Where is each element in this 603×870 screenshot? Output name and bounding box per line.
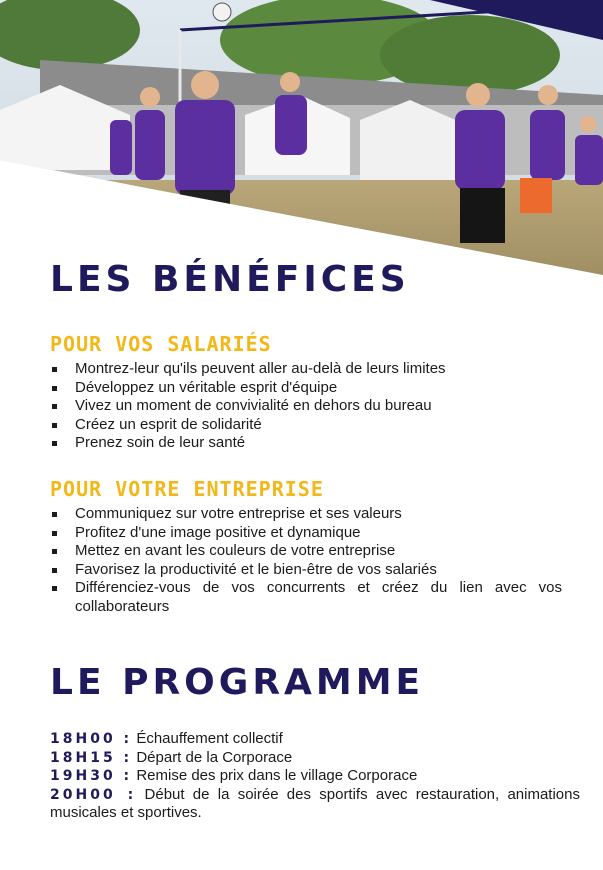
list-item: Vivez un moment de convivialité en dehors du bureau [50, 397, 562, 416]
schedule-row [50, 730, 580, 749]
schedule-time: 20H00 : [50, 786, 137, 803]
hero-photo [0, 0, 603, 275]
list-item: Mettez en avant les couleurs de votre entreprise [50, 542, 562, 561]
volleyball-photo [0, 0, 603, 275]
schedule-row [50, 786, 580, 823]
schedule-text: Début de la soirée des sportifs avec restauration, animations musicales et sportives. [50, 785, 580, 822]
schedule-text: Remise des prix dans le village Corporace [136, 767, 418, 785]
employee-benefits-list [50, 360, 562, 453]
list-item: Favorisez la productivité et le bien-être de vos salariés [50, 561, 562, 580]
company-benefits-list [50, 505, 562, 617]
list-item: Montrez-leur qu'ils peuvent aller au-delà de leurs limites [50, 360, 562, 379]
schedule-text: Départ de la Corporace [136, 748, 293, 766]
list-item: Différenciez-vous de vos concurrents et créez du lien avec vos collaborateurs [50, 579, 562, 616]
schedule-row [50, 749, 580, 768]
schedule-time: 18H00 : [50, 731, 133, 747]
section-title-programme: LE PROGRAMME [50, 662, 425, 703]
list-item: Développez un véritable esprit d'équipe [50, 379, 562, 398]
list-item: Prenez soin de leur santé [50, 434, 562, 453]
programme-schedule [50, 730, 580, 823]
schedule-row [50, 767, 580, 786]
list-item: Communiquez sur votre entreprise et ses valeurs [50, 505, 562, 524]
schedule-text: Échauffement collectif [136, 730, 283, 747]
list-item: Créez un esprit de solidarité [50, 416, 562, 435]
list-item: Profitez d'une image positive et dynamique [50, 524, 562, 543]
section-title-benefits: LES BÉNÉFICES [50, 259, 410, 300]
subheading-company: POUR VOTRE ENTREPRISE [50, 477, 324, 501]
schedule-time: 19H30 : [50, 768, 133, 785]
schedule-time: 18H15 : [50, 749, 133, 766]
subheading-employees: POUR VOS SALARIÉS [50, 332, 272, 356]
